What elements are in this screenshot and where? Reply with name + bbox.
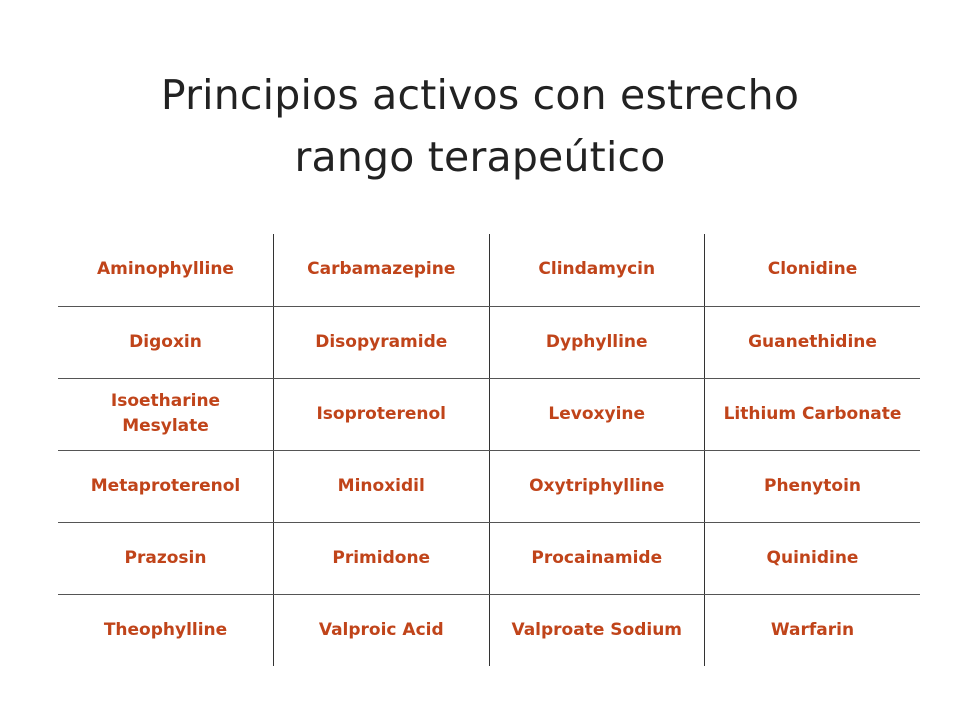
table-cell: Valproic Acid <box>274 594 490 666</box>
table-row <box>58 378 920 450</box>
table-cell: Clindamycin <box>489 234 705 306</box>
table-cell: Dyphylline <box>489 306 705 378</box>
table-cell: Guanethidine <box>705 306 921 378</box>
table-cell: Carbamazepine <box>274 234 490 306</box>
table-cell: Metaproterenol <box>58 450 274 522</box>
slide-title-line-2: rango terapeútico <box>294 133 666 181</box>
table-cell: Primidone <box>274 522 490 594</box>
table-row <box>58 450 920 522</box>
table-cell: Aminophylline <box>58 234 274 306</box>
table-cell: Oxytriphylline <box>489 450 705 522</box>
table-cell: Minoxidil <box>274 450 490 522</box>
table-cell: Disopyramide <box>274 306 490 378</box>
table-cell: Clonidine <box>705 234 921 306</box>
table-cell: Warfarin <box>705 594 921 666</box>
table-row <box>58 306 920 378</box>
table-cell: Valproate Sodium <box>489 594 705 666</box>
table-cell: Digoxin <box>58 306 274 378</box>
slide-title-line-1: Principios activos con estrecho <box>160 71 800 119</box>
table-cell: Phenytoin <box>705 450 921 522</box>
table-cell: Levoxyine <box>489 378 705 450</box>
drug-table <box>58 234 920 666</box>
table-cell: Isoproterenol <box>274 378 490 450</box>
table-cell: Prazosin <box>58 522 274 594</box>
table-cell: Lithium Carbonate <box>705 378 921 450</box>
table-cell: Procainamide <box>489 522 705 594</box>
table-cell: Theophylline <box>103 619 228 640</box>
table-row <box>58 234 920 306</box>
table-row <box>58 594 920 666</box>
table-row <box>58 522 920 594</box>
table-cell: Isoetharine Mesylate <box>58 378 274 450</box>
slide-title <box>60 64 900 188</box>
table-cell: Quinidine <box>705 522 921 594</box>
